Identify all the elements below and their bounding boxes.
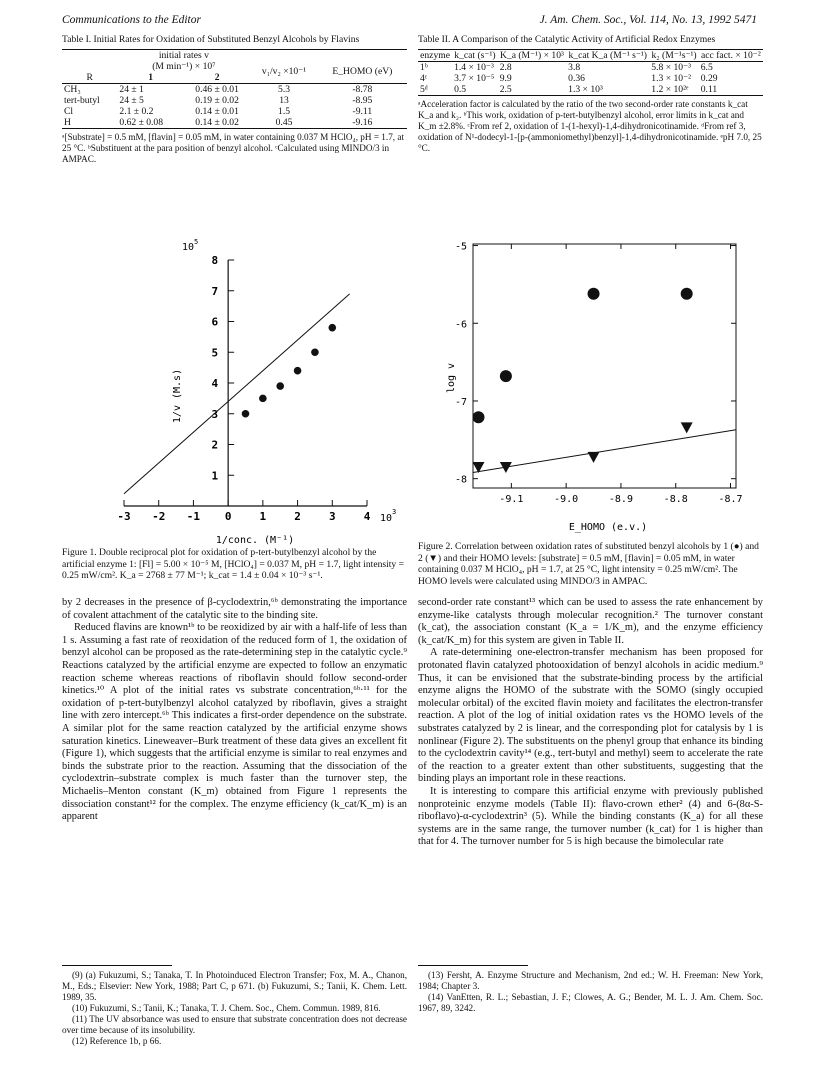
cell-ehomo: -8.95	[352, 94, 373, 106]
fig1-x-tick-label: 2	[294, 510, 301, 523]
fig2-x-tick-label: -9.0	[554, 494, 579, 505]
cell-v1: 0.62 ± 0.08	[119, 116, 164, 128]
table-1-col-ehomo: E_HOMO (eV)	[332, 66, 393, 78]
fig1-y-exp-base: 10	[182, 242, 195, 253]
fig1-data-point	[259, 395, 267, 403]
paragraph: Reduced flavins are known¹ᵇ to be reoxidized by air with a half-life of less than 1 s. Assuming a fast rate of reoxidation of the reduced form of 1, the oxidation of benzyl alcohol can be proposed as the rate-determining step in the catalytic cycle.⁹ Reactions catalyzed by the artificial enzyme are expected to follow an enzymatic reaction scheme whereas reactions of riboflavin should follow second-order kinetics.¹⁰ A plot of the initial rates vs substrate concentration,⁶ᵇ·¹¹ for the oxidation of p-tert-butylbenzyl alcohol catalyzed by riboflavin, gives a straight line with zero intercept.⁶ᵇ This indicates a first-order dependence on the substrate. A similar plot for the same reaction catalyzed by the artificial enzyme shows saturation kinetics. Lineweaver–Burk treatment of these data gives an excellent fit (Figure 1), which suggests that the artificial enzyme is similar to real enzymes and binds the substrate prior to the reaction. Assuming that the dissociation of the cyclodextrin–substrate complex is much faster than the turnover step, the Michaelis–Menton constant (K_m) obtained from Figure 1 represents the dissociation constant¹² for the complex. The enzyme efficiency (k_cat/K_m) is an apparent	[62, 622, 407, 823]
fig1-data-point	[311, 348, 319, 356]
table-1-col-2: 2	[214, 71, 220, 83]
table-row	[418, 73, 763, 84]
cell-ka: 9.9	[499, 72, 512, 84]
figure-1-caption: Figure 1. Double reciprocal plot for oxidation of p-tert-butylbenzyl alcohol by the artificial enzyme 1: [Fl] = 5.00 × 10⁻⁵ M, [HClO₄] = 0.037 M, pH = 1.7, light intensity = 0.25 mW/cm². K_a = 2768 ± 77 M⁻¹; k_cat = 1.4 ± 0.04 × 10⁻³ s⁻¹.	[62, 547, 405, 582]
cell-ka: 2.8	[499, 61, 512, 73]
table-1-unit: (M min⁻¹) × 10⁷	[152, 60, 216, 72]
table-row	[418, 84, 763, 96]
reference: (13) Fersht, A. Enzyme Structure and Mechanism, 2nd ed.; W. H. Freeman: New York, 1984; Chapter 3.	[418, 970, 763, 991]
cell-v2: 0.14 ± 0.01	[195, 105, 239, 117]
fig1-data-point	[242, 410, 250, 418]
cell-enzyme: 1ᵇ	[420, 61, 428, 73]
cell-acc: 0.11	[700, 83, 718, 95]
table-2-col-header: enzyme	[420, 49, 450, 61]
table-2-col-header: k_cat (s⁻¹)	[454, 49, 496, 61]
cell-v2: 0.46 ± 0.01	[195, 83, 239, 95]
fig1-y-tick-label: 4	[211, 377, 219, 390]
cell-v1: 24 ± 1	[119, 83, 144, 95]
table-row	[62, 95, 407, 106]
table-2-grid	[418, 49, 763, 96]
fig2-x-tick-label: -8.8	[663, 494, 688, 505]
table-2-col-header: K_a (M⁻¹) × 10³	[499, 49, 564, 61]
cell-ratio: 1.5	[278, 105, 291, 117]
table-row	[418, 61, 763, 73]
fig1-x-tick-label: -3	[117, 510, 131, 523]
cell-ehomo: -8.78	[352, 83, 373, 95]
reference: (10) Fukuzumi, S.; Tanii, K.; Tanaka, T. J. Chem. Soc., Chem. Commun. 1989, 816.	[72, 1003, 381, 1013]
fig2-x-tick-label: -8.9	[608, 494, 633, 505]
figure-2-caption: Figure 2. Correlation between oxidation rates of substituted benzyl alcohols by 1 (●) and 2 (▼) and their HOMO levels: [substrate] = 0.5 mM, [flavin] = 0.05 mM, in water containing 0.037 M HClO₄, pH = 1.7, at 25 °C, light intensity = 0.25 mW/cm². The HOMO levels were calculated using MINDO/3 in AMPAC.	[418, 541, 759, 587]
cell-enzyme: 4ᶜ	[420, 72, 428, 84]
fig1-data-point	[276, 382, 284, 390]
fig1-x-exp-base: 10	[380, 513, 393, 524]
cell-kcatka: 3.8	[568, 61, 581, 73]
fig1-x-tick-label: 1	[259, 510, 267, 523]
fig1-y-tick-label: 3	[211, 407, 219, 421]
fig2-triangle-point	[588, 452, 600, 463]
table-row	[62, 106, 407, 117]
cell-k2: 1.2 × 10²ᵉ	[651, 83, 689, 95]
fig1-data-point	[294, 367, 302, 375]
cell-r: H	[64, 116, 71, 128]
fig1-x-tick-label: 4	[363, 510, 371, 523]
reference: (11) The UV absorbance was used to ensure that substrate concentration does not decrease over time because of its insolubility.	[62, 1014, 407, 1035]
paragraph: A rate-determining one-electron-transfer mechanism has been proposed for protonated flavin catalyzed photooxidation of benzyl alcohols in acidic medium.⁹ Thus, it can be envisioned that the substrate-binding process by the artificial enzyme aligns the HOMO of the substrate with the SOMO (singly occupied molecular orbital) of the excited flavin moiety and facilitates the electron-transfer reaction. A plot of the log of initial oxidation rates vs the HOMO levels of the substrates catalyzed by 2 is linear, and the corresponding plot for catalysis by 1 is nonlinear (Figure 2). The substituents on the phenyl group that enhance its binding to the cyclodextrin cavity¹⁴ (e.g., tert-butyl and methyl) seem to accelerate the rate of the reaction to a greater extent than other substituents, suggesting that the binding plays an important role in these reactions.	[418, 647, 763, 785]
table-2-footnote: ᵃAcceleration factor is calculated by the ratio of the two second-order rate constants k_cat K_a and k₂. ᵇThis work, oxidation of p-tert-butylbenzyl alcohol, error limits in k_cat and K_m ±2.8%. ᶜFrom ref 2, oxidation of 1-(1-hexyl)-1,4-dihydronicotinamide. ᵈFrom ref 3, oxidation of N¹-dodecyl-1-[p-(ammoniomethyl)benzyl]-1,4-dihydronicotinamide. ᵉpH 7.0, 25 °C.	[418, 98, 762, 153]
cell-kcatka: 1.3 × 10³	[568, 83, 603, 95]
cell-acc: 6.5	[700, 61, 713, 73]
fig2-circle-point	[681, 288, 693, 300]
cell-v2: 0.14 ± 0.02	[195, 116, 239, 128]
fig1-y-tick-label: 7	[211, 284, 219, 298]
table-row	[62, 117, 407, 129]
table-2-col-header: k_cat K_a (M⁻¹ s⁻¹)	[568, 49, 647, 61]
fig1-x-tick-label: 0	[224, 510, 232, 523]
table-2	[418, 34, 763, 154]
cell-kcat: 1.4 × 10⁻³	[454, 61, 494, 73]
running-header-left: Communications to the Editor	[62, 14, 201, 26]
reference: (9) (a) Fukuzumi, S.; Tanaka, T. In Photoinduced Electron Transfer; Fox, M. A., Chanon, M., Eds.; Elsevier: New York, 1988; Part C, p 671. (b) Fukuzumi, S.; Tanii, K. Chem. Lett. 1989, 35.	[62, 970, 407, 1002]
fig2-x-tick-label: -9.1	[499, 494, 524, 505]
fig2-triangle-point	[681, 422, 693, 433]
fig2-circle-point	[472, 411, 484, 423]
cell-acc: 0.29	[700, 72, 718, 84]
cell-ehomo: -9.11	[352, 105, 373, 117]
cell-ratio: 5.3	[278, 83, 291, 95]
fig1-y-tick-label: 1	[211, 469, 219, 483]
fig2-y-tick-label: -5	[454, 241, 467, 253]
right-references	[418, 965, 763, 1014]
left-references	[62, 965, 407, 1047]
cell-r: Cl	[64, 105, 74, 117]
table-1-grid	[62, 49, 407, 129]
table-1-col-r: R	[86, 71, 93, 83]
cell-ratio: 13	[279, 94, 289, 106]
fig1-y-tick-label: 2	[211, 438, 219, 452]
paragraph: second-order rate constant¹³ which can be used to assess the rate enhancement by enzyme-like catalysts through molecular recognition.² The turnover constant (k_cat), the association constant (K_a = 1/K_m), and the enzyme efficiency (k_cat/K_m) for this system are given in Table II.	[418, 597, 763, 646]
table-row	[62, 83, 407, 95]
table-1-col-1: 1	[148, 71, 154, 83]
table-1-col-ratio: v₁/v₂ ×10⁻¹	[261, 66, 307, 78]
fig1-data-point	[328, 324, 336, 332]
fig1-x-label: 1/conc. (M⁻¹)	[215, 535, 295, 546]
reference: (12) Reference 1b, p 66.	[72, 1036, 162, 1046]
fig1-y-tick-label: 5	[211, 346, 219, 360]
fig1-y-exp: 5	[194, 238, 199, 246]
fig1-x-tick-label: -2	[152, 510, 166, 523]
cell-kcatka: 0.36	[568, 72, 585, 84]
fig2-x-label: E_HOMO (e.v.)	[568, 522, 648, 533]
table-2-col-header: k₂ (M⁻¹s⁻¹)	[651, 49, 697, 61]
cell-k2: 5.8 × 10⁻³	[651, 61, 692, 73]
table-2-title: Table II. A Comparison of the Catalytic Activity of Artificial Redox Enzymes	[418, 34, 716, 45]
fig2-y-tick-label: -8	[454, 474, 467, 486]
table-1-group-header: initial rates v	[158, 49, 209, 61]
left-body-text	[62, 597, 407, 824]
reference: (14) VanEtten, R. L.; Sebastian, J. F.; Clowes, A. G.; Bender, M. L. J. Am. Chem. Soc. 1967, 89, 3242.	[418, 992, 763, 1013]
cell-kcat: 0.5	[454, 83, 467, 95]
cell-ehomo: -9.16	[352, 116, 373, 128]
cell-v1: 24 ± 5	[119, 94, 144, 106]
cell-ratio: 0.45	[275, 116, 293, 128]
cell-v1: 2.1 ± 0.2	[119, 105, 154, 117]
right-body-text	[418, 597, 763, 849]
cell-k2: 1.3 × 10⁻²	[651, 72, 692, 84]
cell-enzyme: 5ᵈ	[420, 83, 428, 95]
cell-ka: 2.5	[499, 83, 512, 95]
table-1-title: Table I. Initial Rates for Oxidation of Substituted Benzyl Alcohols by Flavins	[62, 34, 360, 45]
fig2-circle-point	[500, 370, 512, 382]
fig1-x-tick-label: -1	[186, 510, 201, 523]
paragraph: by 2 decreases in the presence of β-cyclodextrin,⁶ᵇ demonstrating the importance of covalent attachment of the catalytic site to the binding site.	[62, 597, 407, 621]
fig1-y-label: 1/v (M.s)	[172, 368, 183, 424]
fig2-y-tick-label: -7	[454, 396, 467, 408]
figure-2-plot	[418, 238, 763, 538]
fig1-fit-line	[124, 294, 350, 494]
fig1-x-tick-label: 3	[328, 510, 336, 523]
cell-kcat: 3.7 × 10⁻⁵	[454, 72, 495, 84]
fig2-x-tick-label: -8.7	[718, 494, 743, 505]
fig1-y-tick-label: 8	[211, 254, 219, 267]
table-1-footnote: ᵃ[Substrate] = 0.5 mM, [flavin] = 0.05 mM, in water containing 0.037 M HClO₄, pH = 1.7, at 25 °C. ᵇSubstituent at the para position of benzyl alcohol. ᶜCalculated using MINDO/3 in AMPAC.	[62, 131, 405, 164]
cell-v2: 0.19 ± 0.02	[195, 94, 239, 106]
fig2-y-tick-label: -6	[454, 319, 467, 331]
fig2-y-label: log v	[446, 362, 457, 394]
fig1-y-tick-label: 6	[211, 315, 219, 329]
fig2-fit-line	[473, 430, 736, 473]
fig1-x-exp: 3	[392, 508, 397, 516]
table-1-body	[62, 83, 407, 128]
figure-1-plot	[62, 238, 407, 568]
table-2-col-header: acc fact. × 10⁻²	[701, 49, 761, 61]
table-1	[62, 34, 407, 165]
cell-r: tert-butyl	[64, 94, 100, 106]
fig2-circle-point	[588, 288, 600, 300]
paragraph: It is interesting to compare this artificial enzyme with previously published nonproteinic enzyme models (Table II): flavo-crown ether² (4) and 6-(8α-S-riboflavo)-α-cyclodextrin³ (5). While the binding constants (K_a) for all these systems are in the same range, the turnover number (k_cat) for 1 is higher than that for 4. The turnover number for 5 is high because the bimolecular rate	[418, 785, 763, 848]
cell-r: CH₃	[64, 83, 81, 95]
running-header-right: J. Am. Chem. Soc., Vol. 114, No. 13, 1992 5471	[539, 14, 757, 26]
